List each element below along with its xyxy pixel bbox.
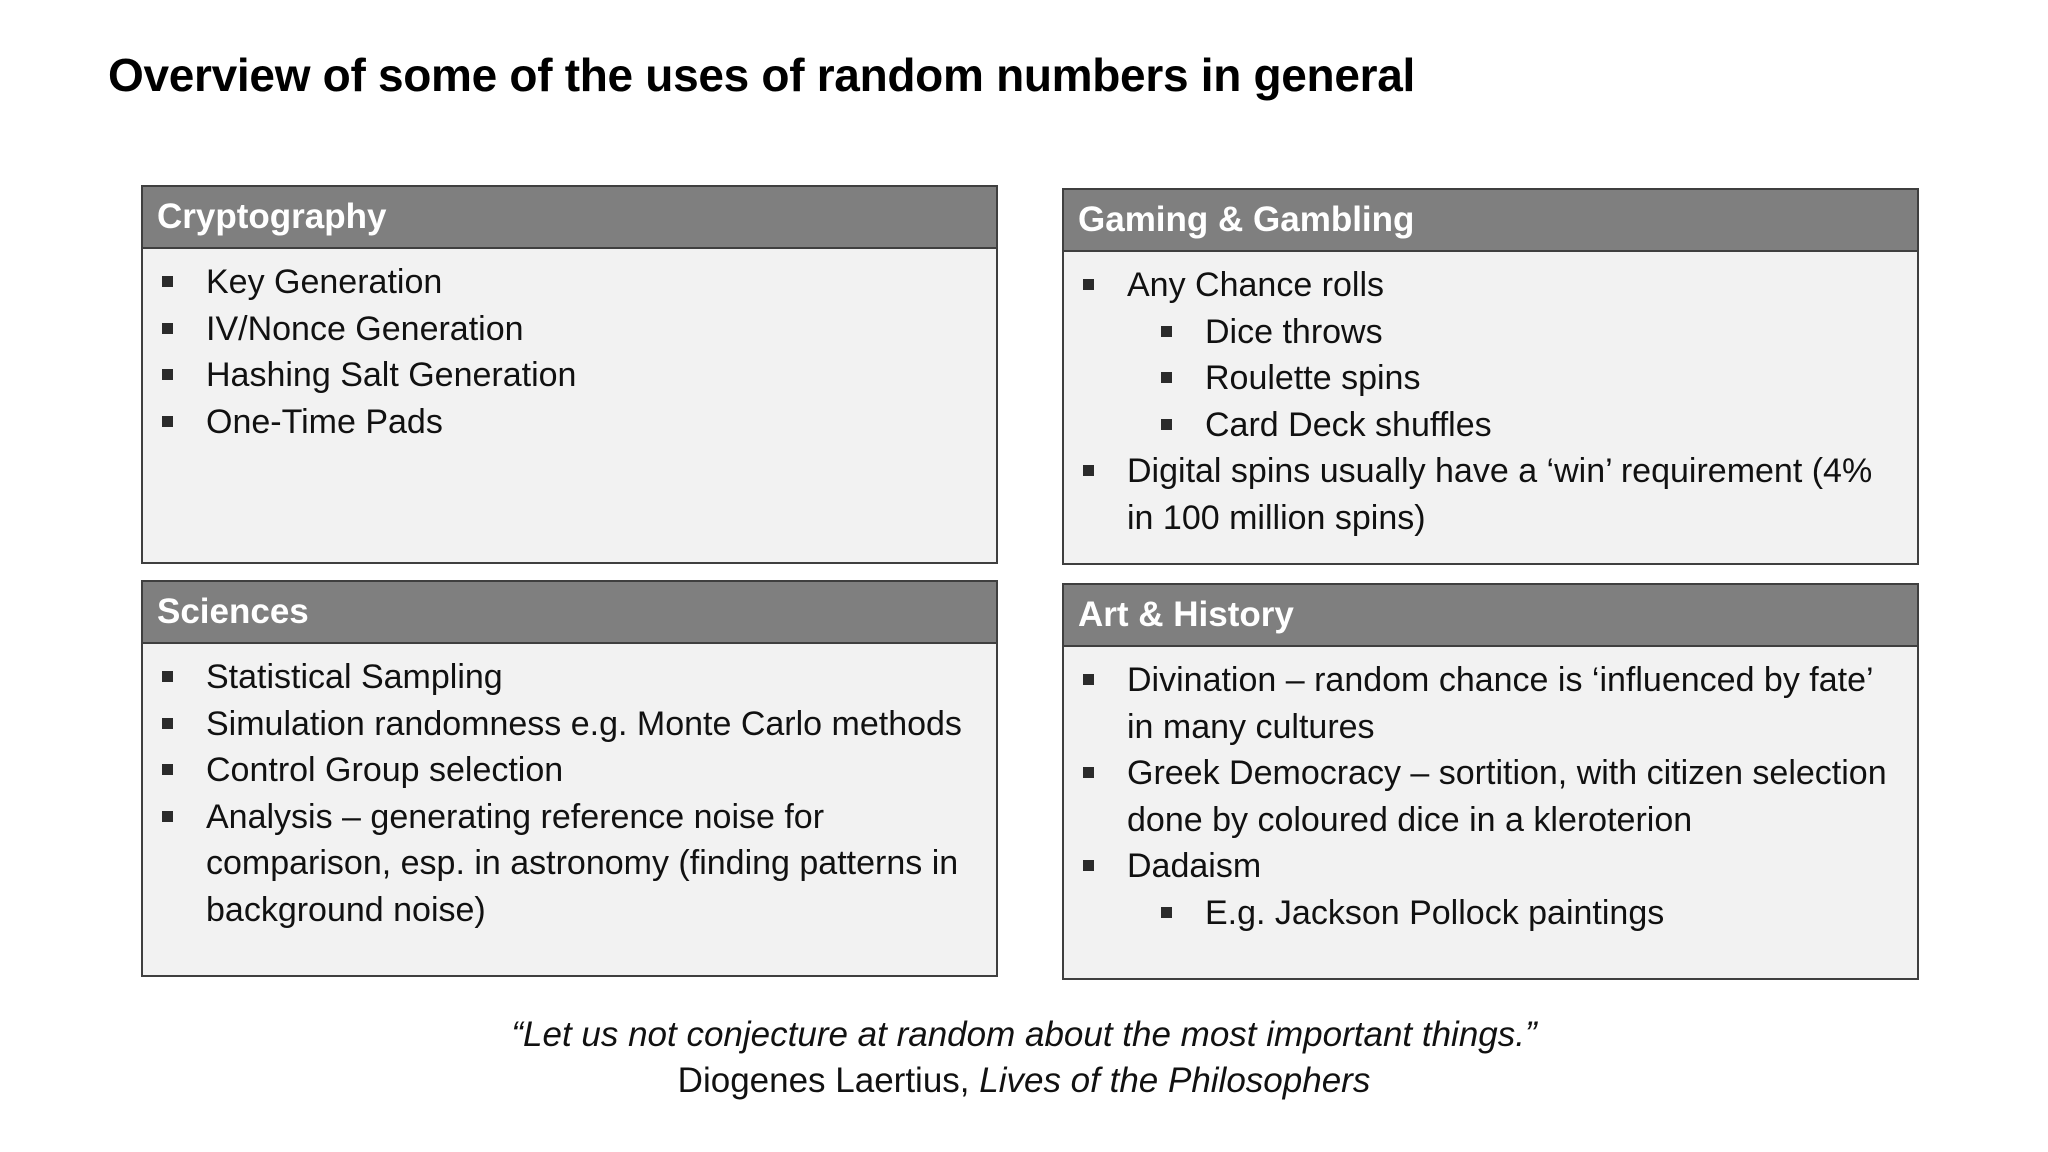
- list-item: One-Time Pads: [143, 399, 996, 446]
- gaming-box: [1062, 188, 1919, 565]
- page-title: Overview of some of the uses of random numbers in general: [108, 49, 1415, 101]
- list-subitem: E.g. Jackson Pollock paintings: [1064, 890, 1917, 937]
- gaming-list: [1064, 252, 1917, 541]
- art-history-box: [1062, 583, 1919, 980]
- list-item: Dadaism: [1064, 843, 1917, 890]
- quote-attribution: [0, 1058, 2048, 1104]
- list-item: Statistical Sampling: [143, 654, 996, 701]
- list-subitem: Card Deck shuffles: [1064, 402, 1917, 449]
- quote: [0, 1012, 2048, 1104]
- sciences-box: [141, 580, 998, 977]
- list-item: Greek Democracy – sortition, with citizen selection done by coloured dice in a kleroterion: [1064, 750, 1917, 843]
- quote-work: Lives of the Philosophers: [979, 1061, 1371, 1100]
- quote-text: “Let us not conjecture at random about the most important things.”: [511, 1015, 1537, 1054]
- list-item: IV/Nonce Generation: [143, 306, 996, 353]
- cryptography-box: [141, 185, 998, 564]
- list-item: Any Chance rolls: [1064, 262, 1917, 309]
- cryptography-heading: Cryptography: [143, 187, 996, 249]
- gaming-heading: Gaming & Gambling: [1064, 190, 1917, 252]
- quote-author: Diogenes Laertius,: [677, 1061, 980, 1100]
- list-item: Hashing Salt Generation: [143, 352, 996, 399]
- list-item: Digital spins usually have a ‘win’ requirement (4% in 100 million spins): [1064, 448, 1917, 541]
- list-item: Key Generation: [143, 259, 996, 306]
- sciences-heading: Sciences: [143, 582, 996, 644]
- art-history-heading: Art & History: [1064, 585, 1917, 647]
- art-history-list: [1064, 647, 1917, 936]
- cryptography-list: [143, 249, 996, 445]
- sciences-list: [143, 644, 996, 933]
- list-item: Analysis – generating reference noise for comparison, esp. in astronomy (finding patterns in background noise): [143, 794, 996, 934]
- list-item: Simulation randomness e.g. Monte Carlo methods: [143, 701, 996, 748]
- list-subitem: Dice throws: [1064, 309, 1917, 356]
- list-item: Control Group selection: [143, 747, 996, 794]
- list-item: Divination – random chance is ‘influenced by fate’ in many cultures: [1064, 657, 1917, 750]
- list-subitem: Roulette spins: [1064, 355, 1917, 402]
